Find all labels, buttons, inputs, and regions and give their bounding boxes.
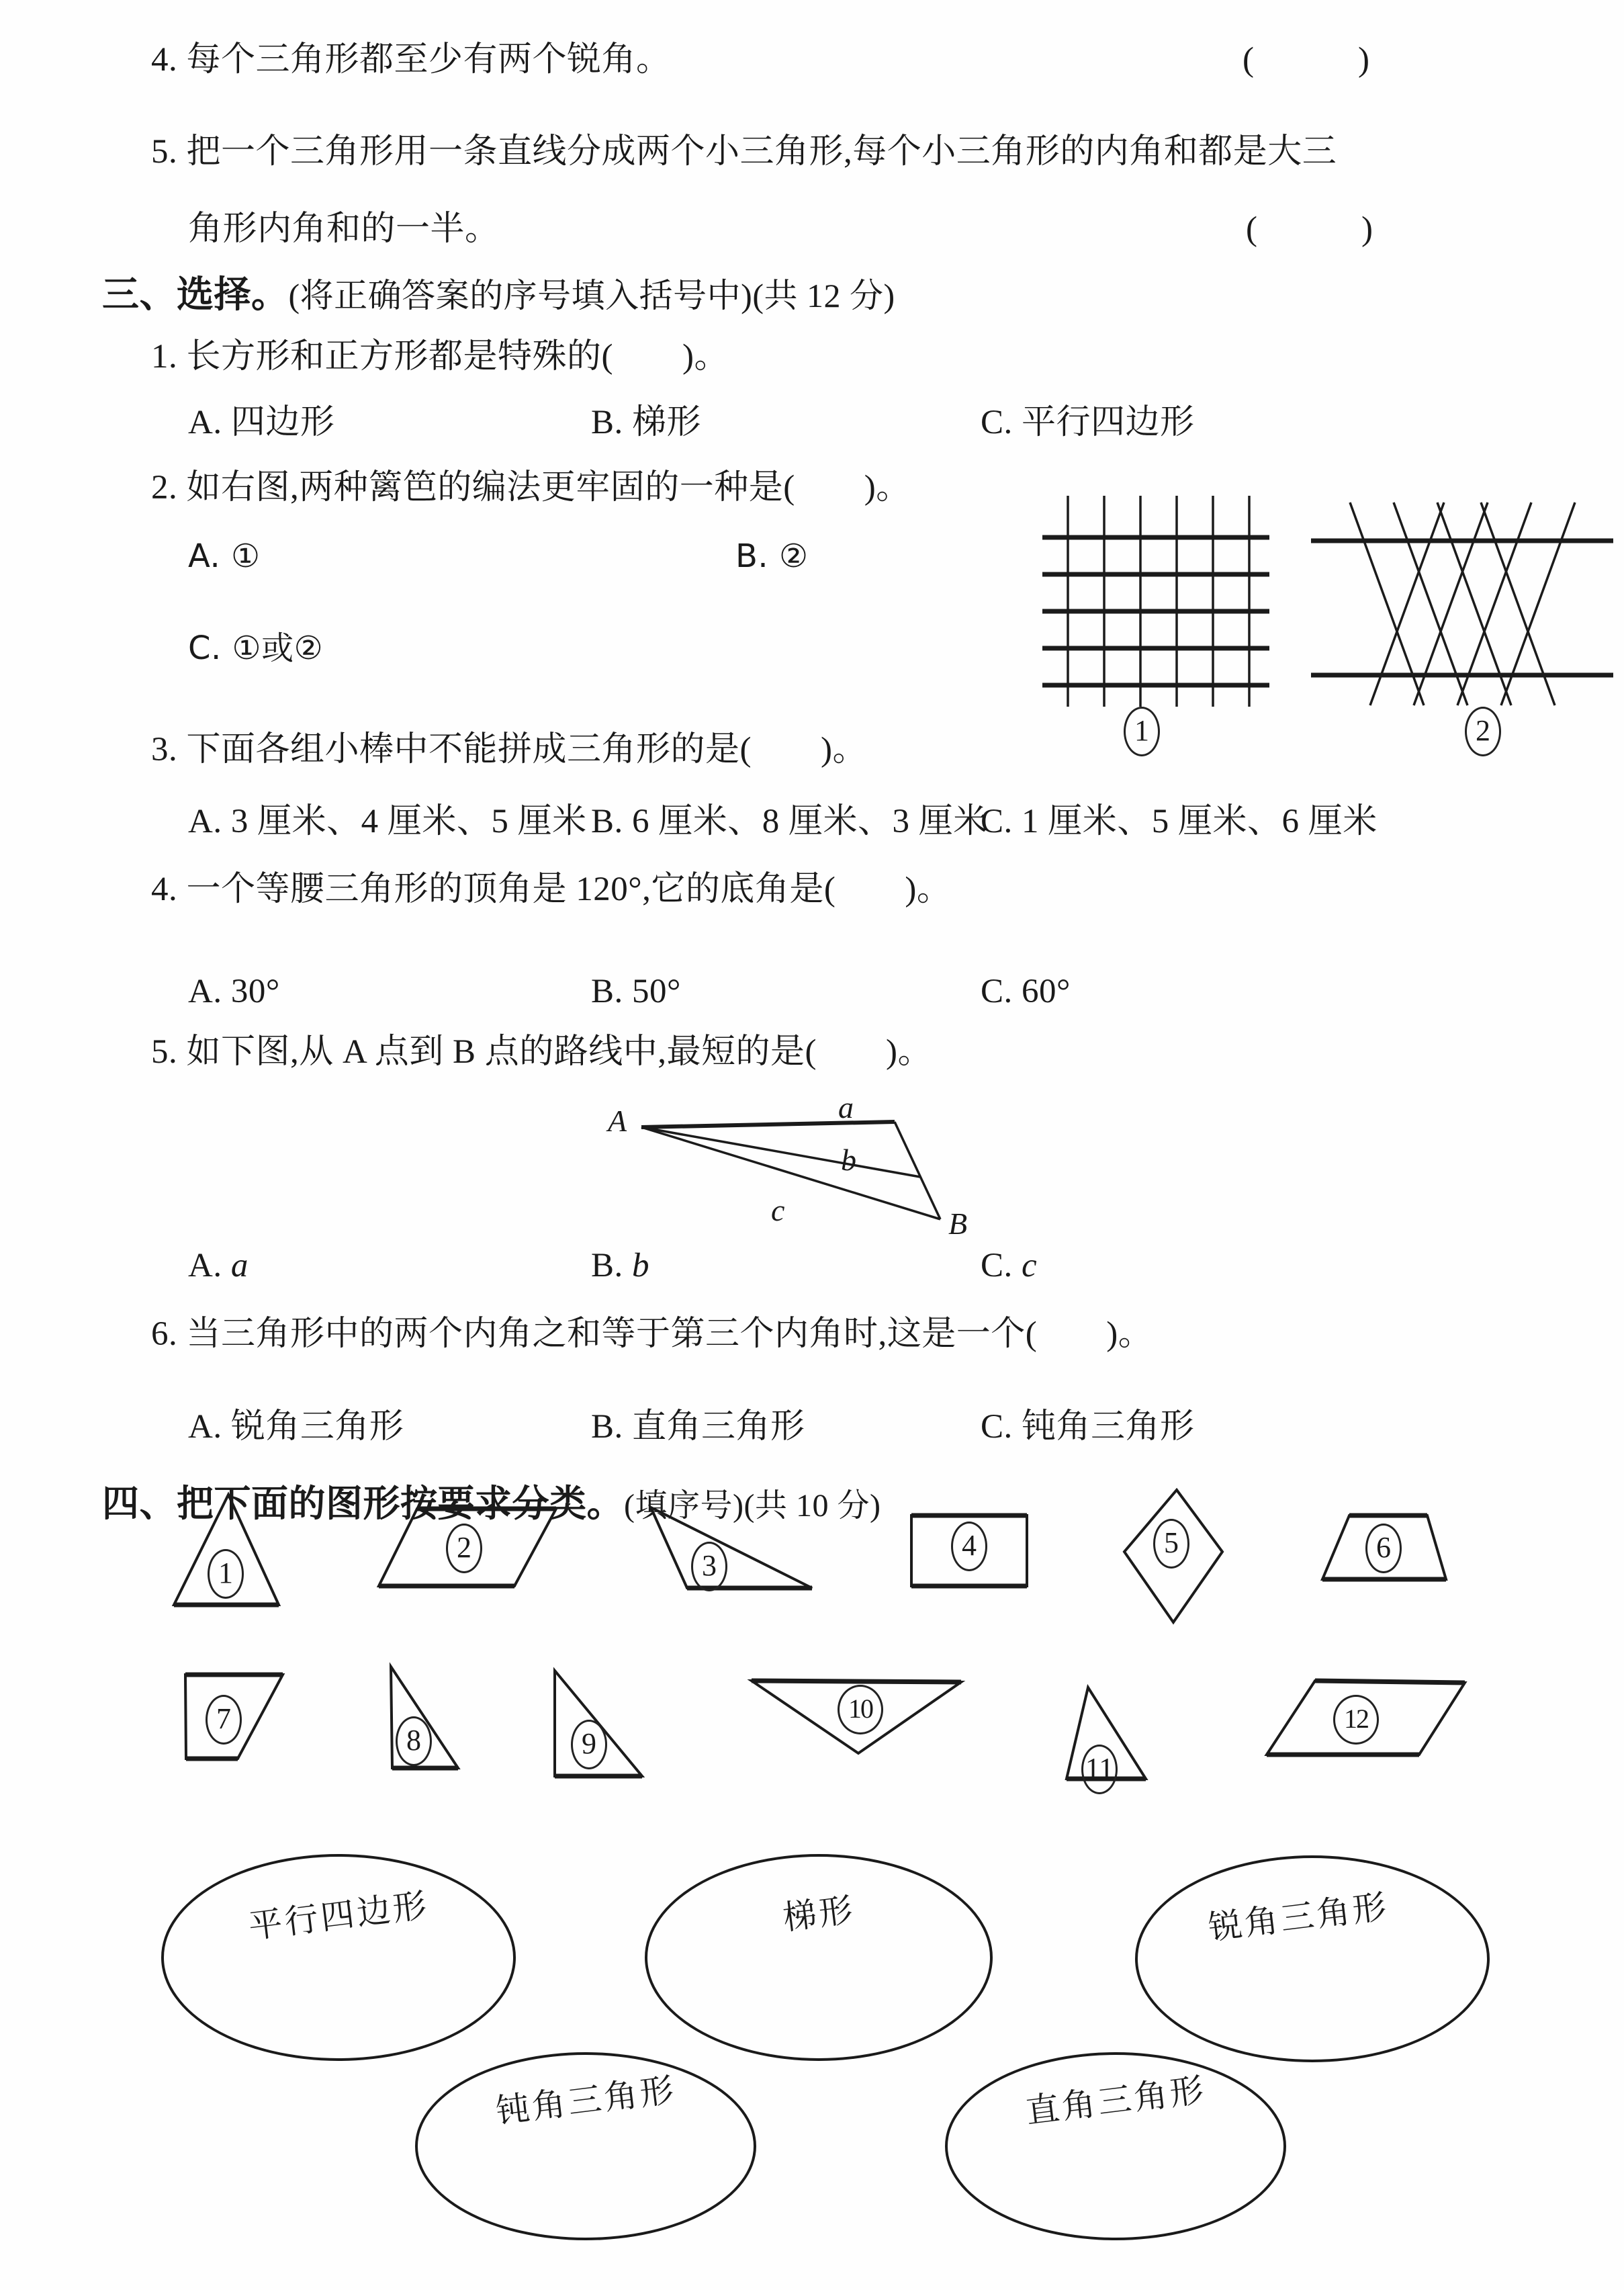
q5-option-c-value: c bbox=[1022, 1247, 1038, 1284]
judge-item-4-answer-blank: ( ) bbox=[1243, 41, 1370, 79]
category-oval-trapezoid bbox=[645, 1854, 993, 2061]
q5-option-b-value: b bbox=[632, 1247, 650, 1284]
route-figure-point-B: B bbox=[948, 1206, 968, 1241]
q6-option-a: A. 锐角三角形 bbox=[188, 1408, 404, 1446]
route-figure bbox=[591, 1073, 987, 1251]
fence-cross-figure bbox=[1311, 502, 1613, 705]
q5-option-a bbox=[188, 1245, 249, 1288]
q3-option-b: B. 6 厘米、8 厘米、3 厘米 bbox=[591, 803, 988, 840]
q1-option-a: A. 四边形 bbox=[188, 404, 335, 441]
q3-option-a: A. 3 厘米、4 厘米、5 厘米 bbox=[188, 803, 587, 840]
shape-1-circled-number: 1 bbox=[208, 1549, 244, 1599]
mc-question-1: 1. 长方形和正方形都是特殊的( )。 bbox=[151, 338, 729, 376]
route-a-line bbox=[641, 1122, 895, 1127]
shape-7-circled-number: 7 bbox=[206, 1695, 242, 1745]
q5-option-a-value: a bbox=[230, 1247, 249, 1284]
shape-5-circled-number: 5 bbox=[1153, 1519, 1189, 1569]
mc-question-3: 3. 下面各组小棒中不能拼成三角形的是( )。 bbox=[151, 731, 867, 768]
judge-item-5-line1: 5. 把一个三角形用一条直线分成两个小三角形,每个小三角形的内角和都是大三 bbox=[151, 133, 1337, 171]
route-right-edge bbox=[895, 1122, 940, 1219]
shape-11-circled-number: 11 bbox=[1081, 1745, 1118, 1794]
q4-option-a: A. 30° bbox=[188, 973, 280, 1010]
mc-question-4: 4. 一个等腰三角形的顶角是 120°,它的底角是( )。 bbox=[151, 871, 952, 908]
mc-question-6: 6. 当三角形中的两个内角之和等于第三个内角时,这是一个( )。 bbox=[151, 1315, 1153, 1353]
category-oval-parallelogram bbox=[161, 1854, 516, 2061]
q2-option-a: A. ① bbox=[188, 537, 261, 575]
q1-option-c: C. 平行四边形 bbox=[981, 404, 1195, 441]
q5-option-b-prefix: B. bbox=[591, 1247, 623, 1284]
shape-6-circled-number: 6 bbox=[1365, 1524, 1402, 1573]
shape-8-circled-number: 8 bbox=[396, 1716, 432, 1766]
route-figure-label-c: c bbox=[771, 1193, 785, 1227]
shape-10-circled-number: 10 bbox=[838, 1685, 883, 1734]
mc-question-5: 5. 如下图,从 A 点到 B 点的路线中,最短的是( )。 bbox=[151, 1033, 933, 1071]
q2-option-c: C. ①或② bbox=[188, 629, 324, 667]
shape-3-circled-number: 3 bbox=[691, 1542, 727, 1591]
judge-item-5-answer-blank: ( ) bbox=[1246, 210, 1373, 248]
section4-note: (填序号)(共 10 分) bbox=[624, 1488, 881, 1524]
q3-option-c: C. 1 厘米、5 厘米、6 厘米 bbox=[981, 803, 1378, 840]
route-figure-label-b: b bbox=[841, 1143, 856, 1177]
fence-figure bbox=[1038, 490, 1615, 712]
q4-option-b: B. 50° bbox=[591, 973, 681, 1010]
category-oval-right-triangle bbox=[945, 2052, 1286, 2240]
category-label-acute-triangle: 锐角三角形 bbox=[1206, 1887, 1392, 1947]
q4-option-c: C. 60° bbox=[981, 973, 1071, 1010]
section4-title: 四、把下面的图形按要求分类。 bbox=[102, 1483, 625, 1524]
shape-9-circled-number: 9 bbox=[571, 1720, 607, 1769]
shape-4-circled-number: 4 bbox=[951, 1522, 987, 1571]
shape-2-circled-number: 2 bbox=[446, 1524, 482, 1573]
route-figure-label-a: a bbox=[838, 1090, 854, 1125]
shapes-figure bbox=[101, 1488, 1545, 1837]
q5-option-a-prefix: A. bbox=[188, 1247, 222, 1284]
q5-option-b bbox=[591, 1245, 649, 1288]
fence-1-circled-number: 1 bbox=[1124, 707, 1160, 756]
section3-header bbox=[102, 272, 895, 318]
category-label-parallelogram: 平行四边形 bbox=[246, 1886, 431, 1946]
category-label-obtuse-triangle: 钝角三角形 bbox=[494, 2070, 678, 2131]
category-oval-obtuse-triangle bbox=[415, 2052, 756, 2240]
section3-note: (将正确答案的序号填入括号中)(共 12 分) bbox=[288, 277, 895, 314]
judge-item-4-text: 4. 每个三角形都至少有两个锐角。 bbox=[151, 41, 671, 79]
q2-option-b: B. ② bbox=[735, 537, 809, 575]
shape-12-circled-number: 12 bbox=[1333, 1695, 1379, 1745]
route-figure-point-A: A bbox=[608, 1104, 627, 1138]
category-label-right-triangle: 直角三角形 bbox=[1024, 2070, 1208, 2131]
q5-option-c-prefix: C. bbox=[981, 1247, 1013, 1284]
q1-option-b: B. 梯形 bbox=[591, 404, 702, 441]
category-oval-acute-triangle bbox=[1135, 1855, 1490, 2062]
category-label-trapezoid: 梯形 bbox=[780, 1890, 858, 1937]
q6-option-b: B. 直角三角形 bbox=[591, 1408, 805, 1446]
mc-question-2: 2. 如右图,两种篱笆的编法更牢固的一种是( )。 bbox=[151, 469, 911, 507]
shape-3-obtuse-triangle bbox=[651, 1507, 812, 1588]
fence-2-circled-number: 2 bbox=[1465, 707, 1501, 756]
fence-grid-figure bbox=[1042, 496, 1269, 707]
q5-option-c bbox=[981, 1245, 1037, 1288]
q6-option-c: C. 钝角三角形 bbox=[981, 1408, 1195, 1446]
section3-title: 三、选择。 bbox=[102, 274, 289, 315]
judge-item-5-line2: 角形内角和的一半。 bbox=[188, 210, 500, 248]
